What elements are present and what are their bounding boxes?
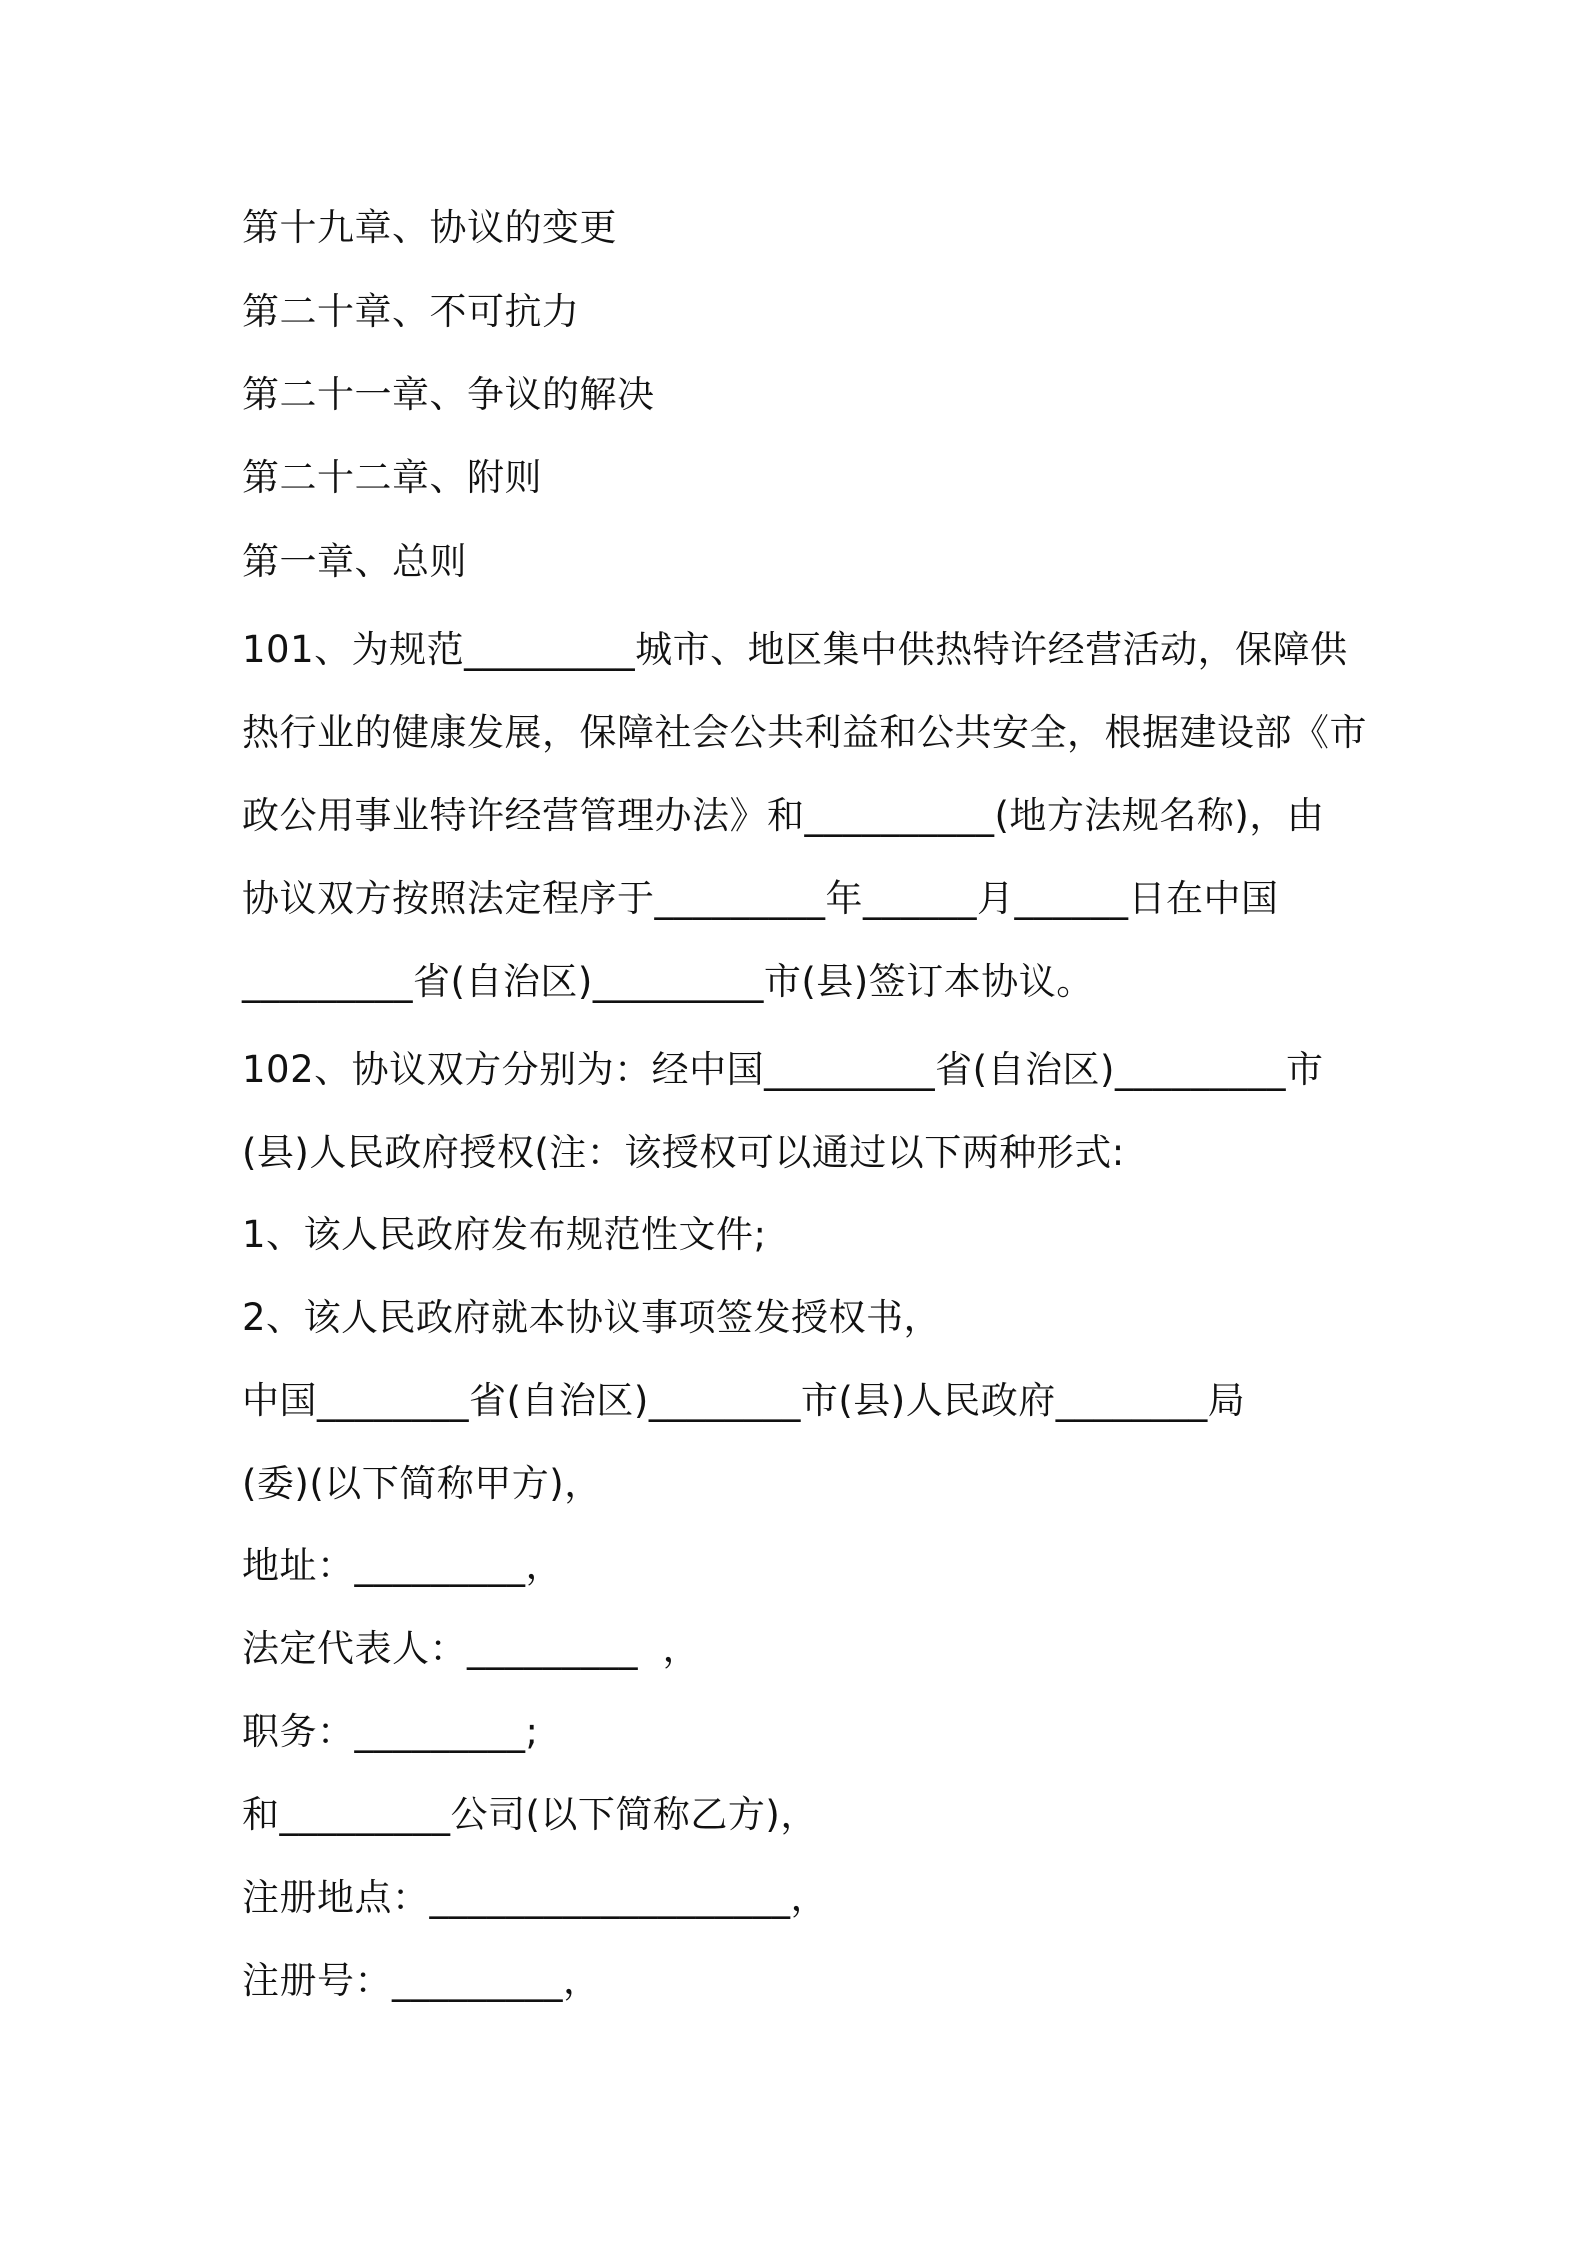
party-b-registration-number: 注册号：_________， xyxy=(242,1959,601,2002)
chapter-1-heading: 第一章、总则 xyxy=(242,540,467,583)
party-a-address: 地址：_________， xyxy=(242,1544,563,1587)
party-b-company: 和_________公司(以下简称乙方)， xyxy=(242,1793,818,1836)
party-a-bureau-line: 中国________省(自治区)________市(县)人民政府________局 xyxy=(242,1379,1246,1422)
chapter-20-heading: 第二十章、不可抗力 xyxy=(242,290,580,333)
chapter-19-heading: 第十九章、协议的变更 xyxy=(242,206,617,249)
chapter-22-heading: 第二十二章、附则 xyxy=(242,456,542,499)
clause-101-line-5: _________省(自治区)_________市(县)签订本协议。 xyxy=(242,960,1094,1003)
authorization-form-1: 1、该人民政府发布规范性文件; xyxy=(242,1213,767,1256)
authorization-form-2: 2、该人民政府就本协议事项签发授权书， xyxy=(242,1296,942,1339)
clause-101-line-2: 热行业的健康发展，保障社会公共利益和公共安全，根据建设部《市 xyxy=(242,711,1367,754)
chapter-21-heading: 第二十一章、争议的解决 xyxy=(242,373,655,416)
clause-101-line-1: 101、为规范_________城市、地区集中供热特许经营活动，保障供 xyxy=(242,628,1348,671)
party-a-label: (委)(以下简称甲方)， xyxy=(242,1462,602,1505)
party-a-legal-representative: 法定代表人：_________ ， xyxy=(242,1627,701,1670)
clause-101-line-3: 政公用事业特许经营管理办法》和__________(地方法规名称)，由 xyxy=(242,794,1325,837)
party-b-registered-address: 注册地点：___________________， xyxy=(242,1876,828,1919)
clause-102-line-1: 102、协议双方分别为：经中国_________省(自治区)_________市 xyxy=(242,1048,1324,1091)
clause-101-line-4: 协议双方按照法定程序于_________年______月______日在中国 xyxy=(242,877,1279,920)
party-a-position: 职务：_________; xyxy=(242,1710,539,1753)
clause-102-line-2: (县)人民政府授权(注：该授权可以通过以下两种形式: xyxy=(242,1131,1125,1174)
